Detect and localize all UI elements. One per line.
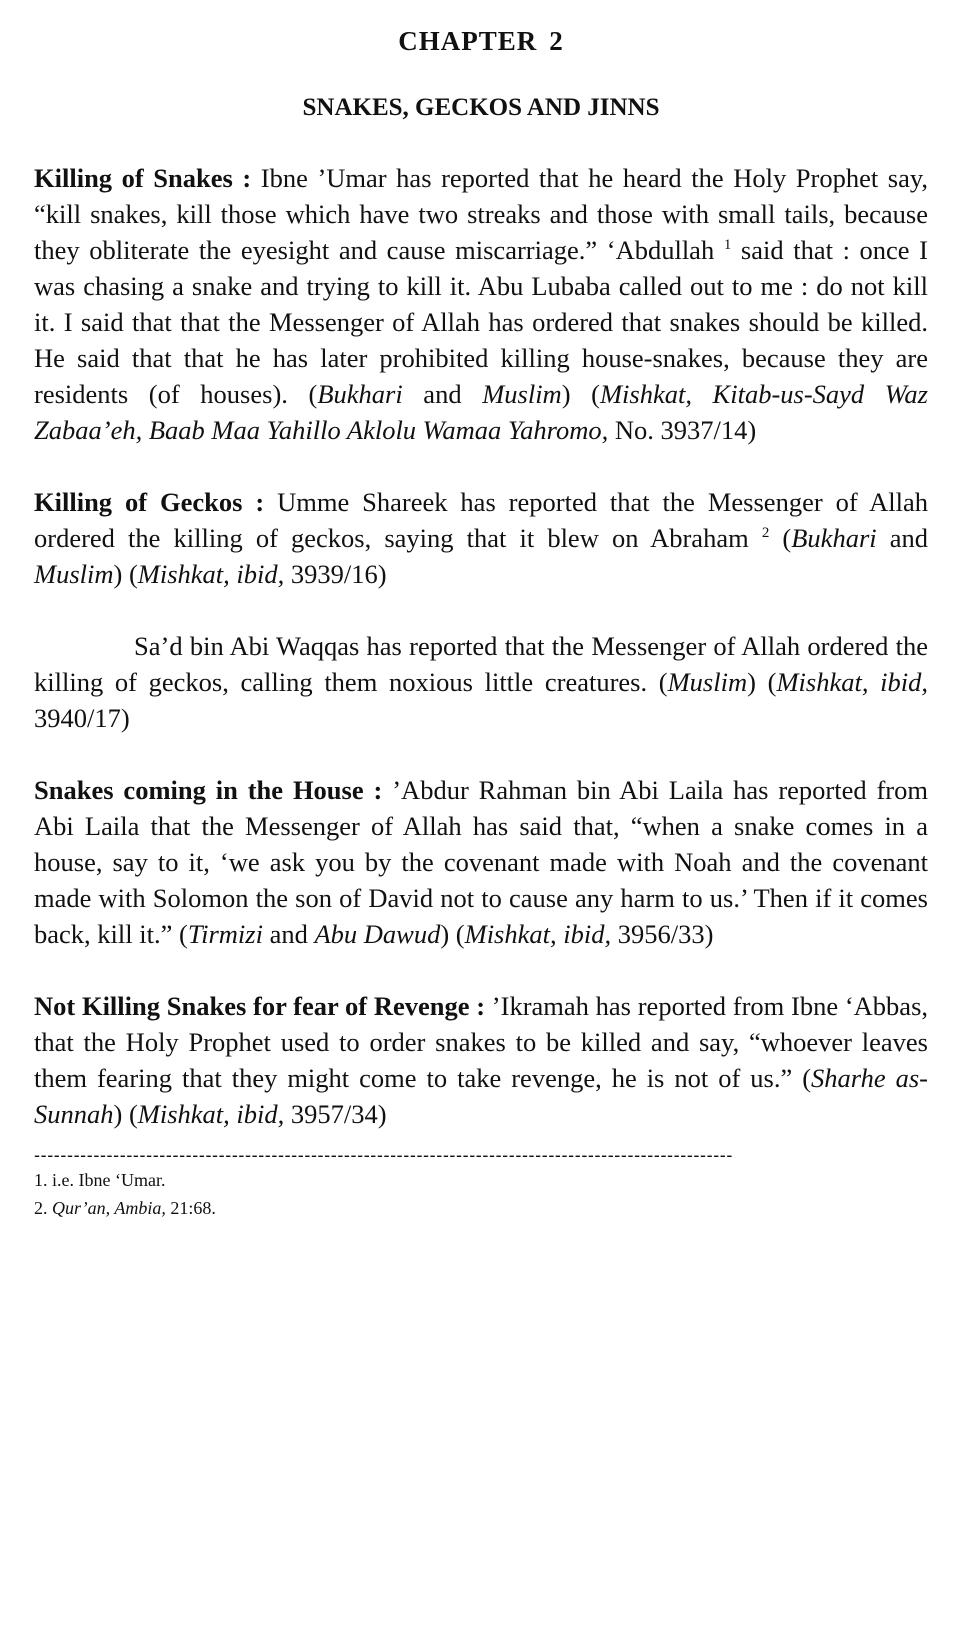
text: Ibne ’Umar has reported that he heard the Holy Prophet say, “kill snakes, kill those which have two streaks and those with small tails, because they obliterate the eyesight and cause miscarriage.” ‘Abdullah	[34, 163, 929, 265]
footnote-ref: 1	[723, 237, 732, 253]
text: ) (	[113, 1099, 138, 1129]
text: 3939/16)	[284, 559, 387, 589]
citation: Muslim	[482, 379, 562, 409]
citation: Bukhari	[317, 379, 403, 409]
footnote-number: 1.	[34, 1170, 48, 1190]
footnote-2	[34, 1194, 928, 1222]
text: ) (	[440, 919, 465, 949]
paragraph-killing-of-geckos	[34, 484, 928, 592]
citation: Mishkat, ibid,	[464, 919, 612, 949]
chapter-heading	[34, 22, 928, 60]
text: (	[769, 523, 792, 553]
text: Sa’d bin Abi Waqqas has reported that the Messenger of Allah ordered the killing of geckos, calling them noxious little creatures. (	[34, 631, 928, 697]
citation: Mishkat, ibid,	[776, 667, 928, 697]
section-heading: Not Killing Snakes for fear of Revenge :	[34, 991, 486, 1021]
section-heading: Killing of Geckos :	[34, 487, 265, 517]
footnote-text: i.e. Ibne ‘Umar.	[47, 1170, 166, 1190]
text: and	[876, 523, 928, 553]
footnote-number: 2.	[34, 1198, 48, 1218]
paragraph-snakes-coming-in-house	[34, 772, 928, 952]
text: ) (	[747, 667, 777, 697]
footnote-1	[34, 1166, 928, 1194]
paragraph-not-killing-snakes	[34, 988, 928, 1132]
text: said that : once I was chasing a snake and trying to kill it. Abu Lubaba called out to me : do not kill it. I said that that the Messenger of Allah has ordered that snakes should be killed. He said that that he has later prohibited killing house-snakes, because they are residents (of houses). (	[34, 235, 929, 409]
citation: Mishkat, ibid,	[137, 1099, 285, 1129]
footnote-text: 21:68.	[165, 1198, 216, 1218]
paragraph-killing-of-snakes	[34, 160, 928, 448]
citation: Muslim	[667, 667, 748, 697]
citation: Mishkat, Kitab-us-Sayd Waz Zabaa’eh, Baab Maa Yahillo Aklolu Wamaa Yahromo,	[34, 379, 928, 445]
citation: Bukhari	[791, 523, 877, 553]
footnote-source: Qur’an, Ambia,	[47, 1198, 166, 1218]
text: Umme Shareek has reported that the Messenger of Allah ordered the killing of geckos, saying that it blew on Abraham	[34, 487, 928, 553]
chapter-number: 2	[549, 26, 564, 56]
text: ’Abdur Rahman bin Abi Laila has reported from Abi Laila that the Messenger of Allah has said that, “when a snake comes in a house, say to it, ‘we ask you by the covenant made with Noah and the covenant made with Solomon the son of David not to cause any harm to us.’ Then if it comes back, kill it.” (	[34, 775, 928, 949]
text: 3956/33)	[611, 919, 714, 949]
paragraph-sad-bin-abi-waqqas	[34, 628, 928, 736]
chapter-title: SNAKES, GECKOS AND JINNS	[302, 94, 660, 121]
text: ) (	[561, 379, 600, 409]
footnote-divider: ----------------------------------------------------------------------------------------------------------	[34, 1145, 733, 1165]
citation: Muslim	[34, 559, 114, 589]
text: and	[402, 379, 483, 409]
citation: Mishkat, ibid,	[137, 559, 285, 589]
text: 3957/34)	[284, 1099, 387, 1129]
chapter-label: CHAPTER	[398, 26, 538, 56]
citation: Tirmizi	[187, 919, 263, 949]
section-heading: Killing of Snakes :	[34, 163, 252, 193]
footnote-ref: 2	[761, 525, 770, 541]
text: No. 3937/14)	[608, 415, 757, 445]
citation: Abu Dawud	[314, 919, 441, 949]
section-heading: Snakes coming in the House :	[34, 775, 383, 805]
text: ’Ikramah has reported from Ibne ‘Abbas, that the Holy Prophet used to order snakes to be killed and say, “whoever leaves them fearing that they might come to take revenge, he is not of us.” (	[34, 991, 929, 1093]
citation: Sharhe as-Sunnah	[34, 1063, 928, 1129]
text: 3940/17)	[34, 703, 130, 733]
text: and	[262, 919, 315, 949]
text: ) (	[113, 559, 138, 589]
